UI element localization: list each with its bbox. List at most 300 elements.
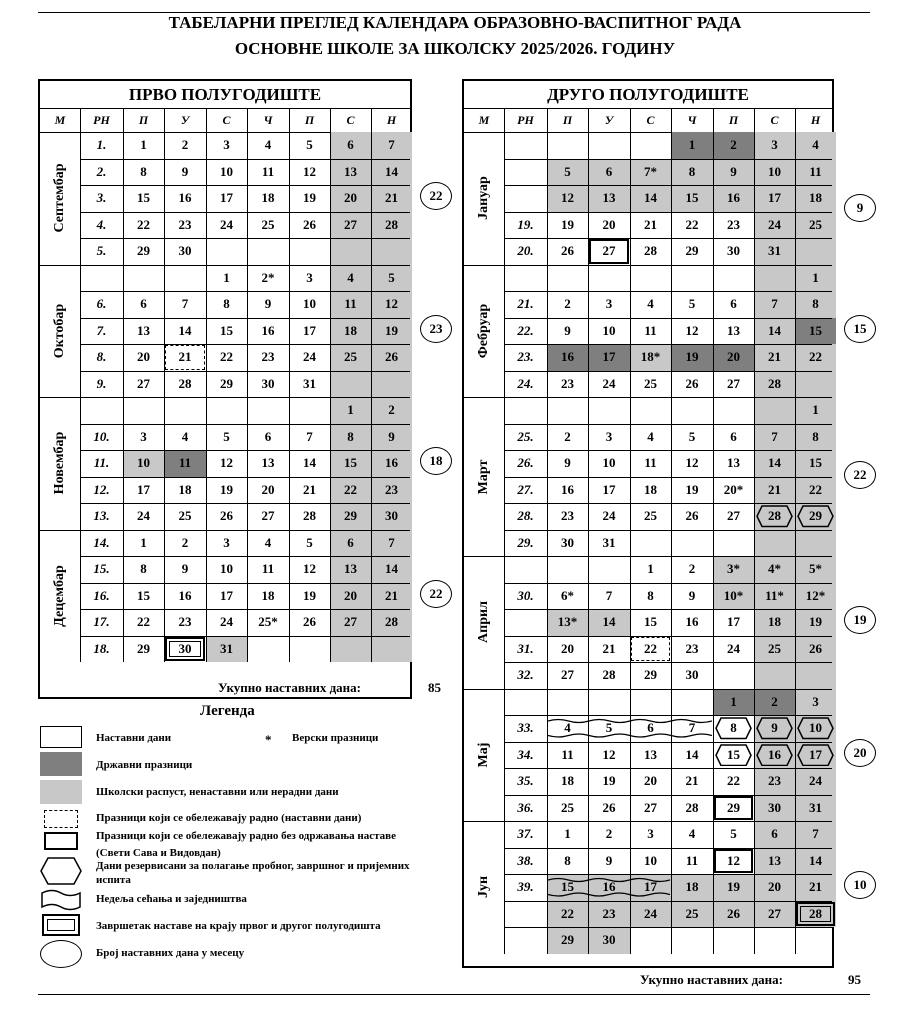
day-cell: 19 <box>685 481 699 497</box>
day-cell: 28 <box>602 667 616 682</box>
grid-hline <box>504 742 832 743</box>
grid-hline <box>504 901 832 902</box>
grid-vline <box>164 108 165 662</box>
day-cell: 2 <box>564 428 571 444</box>
day-cell: 19 <box>795 609 836 636</box>
month-day-count: 19 <box>844 606 876 634</box>
day-cell: 7 <box>754 291 795 318</box>
day-cell: 16 <box>685 614 699 629</box>
day-cell <box>206 238 247 265</box>
day-cell: 5 <box>223 428 230 444</box>
day-cell: 16 <box>754 742 795 769</box>
day-cell: 9 <box>688 587 696 603</box>
grid-hline <box>504 477 832 478</box>
day-cell: 23 <box>371 477 412 504</box>
legend-label-state-holidays: Државни празници <box>96 759 193 771</box>
week-number: 25. <box>517 428 534 444</box>
day-cell: 12 <box>547 185 588 212</box>
day-cell: 4 <box>795 132 836 159</box>
day-cell: 7 <box>688 720 696 735</box>
day-cell <box>330 238 371 265</box>
day-cell: 3 <box>647 826 654 841</box>
day-cell <box>795 530 836 557</box>
day-cell: 23 <box>178 216 192 232</box>
week-number: 4. <box>96 216 107 232</box>
legend-circle-icon <box>40 940 82 968</box>
grid-hline <box>80 636 410 637</box>
day-cell: 17 <box>220 190 233 205</box>
grid-vline <box>754 108 755 954</box>
day-cell: 6 <box>264 428 272 444</box>
week-number: 32. <box>517 667 534 682</box>
day-cell: 19 <box>602 773 616 788</box>
day-cell: 4 <box>264 534 272 550</box>
day-cell <box>630 265 671 292</box>
day-cell: 17 <box>754 185 795 212</box>
day-cell: 13 <box>330 159 371 186</box>
day-cell <box>588 397 630 424</box>
day-cell: 18 <box>671 874 713 901</box>
month-label: Март <box>476 459 491 494</box>
day-cell: 17 <box>303 322 316 338</box>
month-day-count: 20 <box>844 739 876 767</box>
day-cell: 12 <box>685 322 699 338</box>
month-label: Октобар <box>52 303 67 358</box>
day-cell: 16 <box>713 185 754 212</box>
day-cell: 3 <box>223 534 230 550</box>
day-cell: 17 <box>588 344 630 371</box>
day-cell: 17 <box>137 481 150 497</box>
day-cell: 18 <box>330 318 371 345</box>
legend-label-religious-holidays: Верски празници <box>292 732 379 744</box>
month-label: Мај <box>476 742 491 768</box>
day-cell <box>754 265 795 292</box>
day-cell: 14 <box>371 556 412 583</box>
grid-vline <box>371 108 372 662</box>
week-number: 31. <box>517 640 534 656</box>
legend-swatch-working-holidays <box>44 810 78 828</box>
day-cell: 15 <box>795 318 836 345</box>
day-cell <box>713 927 754 954</box>
day-cell: 6 <box>754 821 795 848</box>
day-cell: 5 <box>306 534 313 550</box>
day-cell: 30 <box>178 243 192 258</box>
grid-hline <box>80 371 410 372</box>
col-header-3: У <box>180 113 190 127</box>
day-cell: 28 <box>178 375 192 391</box>
day-cell: 22 <box>685 216 699 232</box>
week-number: 6. <box>96 296 107 311</box>
day-cell: 13 <box>727 322 740 338</box>
day-cell: 31 <box>206 636 247 663</box>
day-cell: 28 <box>303 508 316 523</box>
week-number: 11. <box>93 455 110 470</box>
day-cell: 28 <box>371 212 412 239</box>
day-cell: 20 <box>713 344 754 371</box>
day-cell: 15 <box>671 185 713 212</box>
day-cell: 26 <box>371 344 412 371</box>
col-header-1: РН <box>517 113 534 127</box>
grid-hline <box>504 344 832 345</box>
day-cell: 7* <box>630 159 671 186</box>
day-cell: 6 <box>330 132 371 159</box>
week-number: 20. <box>517 243 534 258</box>
week-number: 33. <box>517 720 534 735</box>
day-cell: 21 <box>754 344 795 371</box>
week-number: 8. <box>96 349 107 364</box>
day-cell: 6 <box>730 296 737 311</box>
day-cell: 19 <box>220 481 233 497</box>
grid-hline <box>80 503 410 504</box>
grid-hline <box>504 715 832 716</box>
day-cell: 15 <box>137 190 150 205</box>
day-cell: 16 <box>178 190 192 205</box>
week-number: 37. <box>517 826 534 841</box>
day-cell: 21 <box>303 481 316 497</box>
week-number: 38. <box>517 852 534 868</box>
day-cell: 8 <box>564 852 571 868</box>
day-cell: 24 <box>602 508 616 523</box>
day-cell: 2 <box>181 534 189 550</box>
day-cell: 14 <box>178 322 192 338</box>
week-number: 23. <box>517 349 534 364</box>
month-divider <box>40 397 410 398</box>
day-cell: 2 <box>688 561 696 576</box>
day-cell: 28 <box>644 243 657 258</box>
day-cell: 26 <box>303 614 316 629</box>
day-cell: 14 <box>588 609 630 636</box>
day-cell <box>671 689 713 716</box>
day-cell: 8 <box>795 424 836 451</box>
day-cell: 26 <box>685 508 699 523</box>
day-cell: 9 <box>754 715 795 742</box>
day-cell <box>371 238 412 265</box>
day-cell: 20 <box>330 185 371 212</box>
day-cell: 25 <box>261 216 275 232</box>
col-header-5: Ч <box>263 113 273 127</box>
day-cell: 20 <box>561 640 574 656</box>
day-cell: 8 <box>647 587 654 603</box>
day-cell <box>547 556 588 583</box>
day-cell: 10 <box>303 296 316 311</box>
col-header-3: У <box>604 113 614 127</box>
grid-hline <box>80 556 410 557</box>
grid-hline <box>504 530 832 531</box>
month-day-count: 22 <box>420 182 452 210</box>
day-cell: 8 <box>140 561 147 576</box>
month-day-count: 22 <box>844 461 876 489</box>
grid-hline <box>80 583 410 584</box>
day-cell: 14 <box>754 318 795 345</box>
day-cell: 20 <box>137 349 150 364</box>
grid-hline <box>504 291 832 292</box>
day-cell: 15 <box>795 450 836 477</box>
first-semester-table <box>38 79 412 699</box>
day-cell: 26 <box>303 216 316 232</box>
week-number: 1. <box>96 137 107 152</box>
day-cell: 19 <box>713 874 754 901</box>
day-cell: 30 <box>371 503 412 530</box>
day-cell: 26 <box>795 636 836 663</box>
day-cell: 5 <box>688 428 696 444</box>
day-cell <box>289 238 330 265</box>
day-cell: 2* <box>261 269 275 285</box>
day-cell: 21 <box>178 349 192 364</box>
day-cell: 7 <box>181 296 189 311</box>
day-cell: 1 <box>330 397 371 424</box>
grid-hline <box>80 238 410 239</box>
legend-label-working-holidays: Празници који се обележавају радно (наставни дани) <box>96 812 362 824</box>
month-divider <box>464 397 832 398</box>
day-cell: 10 <box>602 322 616 338</box>
day-cell: 20 <box>602 216 616 232</box>
day-cell: 24 <box>220 614 233 629</box>
month-divider <box>464 821 832 822</box>
month-day-count: 22 <box>420 580 452 608</box>
day-cell: 3 <box>306 269 313 285</box>
col-header-8: Н <box>386 113 397 127</box>
month-label: Јануар <box>476 176 491 221</box>
day-cell: 17 <box>602 481 616 497</box>
day-cell <box>754 662 795 689</box>
day-cell: 4 <box>647 296 654 311</box>
day-cell: 7 <box>306 428 313 444</box>
grid-hline <box>504 795 832 796</box>
col-header-6: П <box>304 113 315 127</box>
day-cell: 5* <box>795 556 836 583</box>
legend-label-remembrance-week: Недеља сећања и заједништва <box>96 893 247 905</box>
day-cell: 20 <box>330 583 371 610</box>
day-cell <box>713 662 754 689</box>
month-day-count: 15 <box>844 315 876 343</box>
day-cell: 11 <box>685 852 699 868</box>
day-cell: 23 <box>178 614 192 629</box>
day-cell: 4* <box>754 556 795 583</box>
day-cell: 23 <box>561 375 574 391</box>
week-number: 5. <box>96 243 107 258</box>
grid-vline <box>247 108 248 662</box>
day-cell: 3* <box>713 556 754 583</box>
day-cell: 10 <box>754 159 795 186</box>
grid-hline <box>504 609 832 610</box>
day-cell: 11 <box>644 322 657 338</box>
day-cell: 6 <box>140 296 147 311</box>
day-cell: 16 <box>178 587 192 603</box>
day-cell: 7 <box>605 587 613 603</box>
grid-vline <box>588 108 589 954</box>
day-cell: 26 <box>602 799 616 815</box>
day-cell: 17 <box>220 587 233 603</box>
day-cell: 27 <box>561 667 574 682</box>
day-cell: 7 <box>371 132 412 159</box>
day-cell <box>588 265 630 292</box>
week-number: 10. <box>93 428 110 444</box>
day-cell: 25 <box>795 212 836 239</box>
day-cell <box>247 397 289 424</box>
week-number: 17. <box>93 614 110 629</box>
col-header-6: П <box>728 113 739 127</box>
day-cell: 11 <box>795 159 836 186</box>
day-cell: 31 <box>795 795 836 822</box>
day-cell: 15 <box>220 322 233 338</box>
day-cell: 26 <box>685 375 699 391</box>
day-cell: 27 <box>727 508 740 523</box>
day-cell: 9 <box>264 296 272 311</box>
day-cell: 4 <box>647 428 654 444</box>
week-number <box>504 265 547 292</box>
day-cell: 8 <box>223 296 230 311</box>
day-cell <box>671 265 713 292</box>
legend-star: * <box>265 732 272 747</box>
day-cell: 22 <box>727 773 740 788</box>
day-cell: 26 <box>561 243 574 258</box>
legend-swatch-school-break <box>40 780 82 804</box>
grid-vline <box>206 108 207 662</box>
day-cell: 23 <box>727 216 740 232</box>
grid-hline <box>80 185 410 186</box>
grid-hline <box>80 291 410 292</box>
grid-hline <box>504 662 832 663</box>
month-day-count: 18 <box>420 447 452 475</box>
week-number: 12. <box>93 481 110 497</box>
day-cell: 14 <box>303 455 316 470</box>
day-cell: 12* <box>795 583 836 610</box>
grid-vline <box>713 108 714 954</box>
day-cell: 30 <box>178 640 192 656</box>
day-cell: 26 <box>220 508 233 523</box>
day-cell: 27 <box>261 508 275 523</box>
day-cell: 23 <box>261 349 275 364</box>
month-day-count: 23 <box>420 315 452 343</box>
grid-hline <box>504 159 832 160</box>
grid-hline <box>504 503 832 504</box>
week-number: 14. <box>93 534 110 550</box>
grid-hline <box>80 450 410 451</box>
day-cell: 20* <box>723 481 744 497</box>
col-header-7: С <box>346 113 355 127</box>
day-cell <box>330 636 371 663</box>
second-total-label: Укупно наставних дана: <box>640 972 783 987</box>
day-cell: 21 <box>685 773 699 788</box>
grid-hline <box>504 927 832 928</box>
day-cell: 4 <box>564 720 571 735</box>
day-cell: 3 <box>223 137 230 152</box>
grid-hline <box>504 874 832 875</box>
grid-hline <box>80 344 410 345</box>
second-total-value: 95 <box>848 972 861 987</box>
day-cell: 6* <box>561 587 574 603</box>
day-cell: 10 <box>795 715 836 742</box>
month-label: Децембар <box>52 564 67 627</box>
day-cell: 23 <box>561 508 574 523</box>
month-label: Јун <box>476 876 491 899</box>
day-cell: 27 <box>602 243 616 258</box>
grid-hline <box>504 583 832 584</box>
day-cell: 13* <box>547 609 588 636</box>
grid-hline <box>504 371 832 372</box>
day-cell: 17 <box>727 614 740 629</box>
month-divider <box>464 556 832 557</box>
day-cell: 10 <box>644 852 657 868</box>
day-cell: 16 <box>261 322 275 338</box>
day-cell: 1 <box>671 132 713 159</box>
day-cell: 12 <box>602 746 616 762</box>
day-cell: 12 <box>685 455 699 470</box>
day-cell: 19 <box>371 318 412 345</box>
day-cell: 11 <box>261 163 275 179</box>
grid-hline <box>80 159 410 160</box>
grid-hline <box>80 424 410 425</box>
day-cell: 8 <box>730 720 737 735</box>
day-cell <box>289 636 330 663</box>
day-cell: 17 <box>795 742 836 769</box>
day-cell: 22 <box>330 477 371 504</box>
day-cell: 24 <box>303 349 316 364</box>
day-cell: 5 <box>306 137 313 152</box>
day-cell <box>754 927 795 954</box>
day-cell <box>795 371 836 398</box>
month-label: Фебруар <box>476 303 491 358</box>
day-cell: 18 <box>561 773 574 788</box>
day-cell <box>123 265 164 292</box>
day-cell: 7 <box>754 424 795 451</box>
day-cell: 23 <box>588 901 630 928</box>
day-cell: 4 <box>688 826 696 841</box>
day-cell: 30 <box>588 927 630 954</box>
day-cell: 23 <box>685 640 699 656</box>
day-cell: 6 <box>730 428 737 444</box>
col-header-7: С <box>770 113 779 127</box>
grid-vline <box>330 108 331 662</box>
day-cell: 13 <box>137 322 150 338</box>
day-cell <box>671 530 713 557</box>
week-number: 16. <box>93 587 110 603</box>
day-cell: 16 <box>547 344 588 371</box>
day-cell: 1 <box>795 265 836 292</box>
day-cell <box>588 556 630 583</box>
day-cell: 24 <box>795 768 836 795</box>
day-cell: 14 <box>371 159 412 186</box>
col-header-5: Ч <box>687 113 697 127</box>
week-number <box>504 132 547 159</box>
day-cell: 18 <box>644 481 657 497</box>
grid-hline <box>504 185 832 186</box>
day-cell <box>795 662 836 689</box>
day-cell <box>371 371 412 398</box>
day-cell: 18 <box>261 190 275 205</box>
day-cell: 15 <box>330 450 371 477</box>
day-cell: 21 <box>644 216 657 232</box>
day-cell: 5 <box>547 159 588 186</box>
day-cell <box>795 927 836 954</box>
month-divider <box>40 530 410 531</box>
week-number: 24. <box>517 375 534 391</box>
day-cell <box>713 397 754 424</box>
first-semester-header-row <box>40 108 410 133</box>
day-cell <box>754 397 795 424</box>
day-cell: 18 <box>178 481 192 497</box>
grid-hline <box>80 609 410 610</box>
day-cell: 13 <box>588 185 630 212</box>
legend-label-day-count: Број наставних дана у месецу <box>96 947 245 959</box>
day-cell: 25 <box>178 508 192 523</box>
second-semester-table <box>462 79 834 968</box>
day-cell: 12 <box>371 291 412 318</box>
day-cell <box>206 397 247 424</box>
day-cell: 12 <box>303 561 316 576</box>
week-number <box>80 397 123 424</box>
day-cell: 24 <box>602 375 616 391</box>
